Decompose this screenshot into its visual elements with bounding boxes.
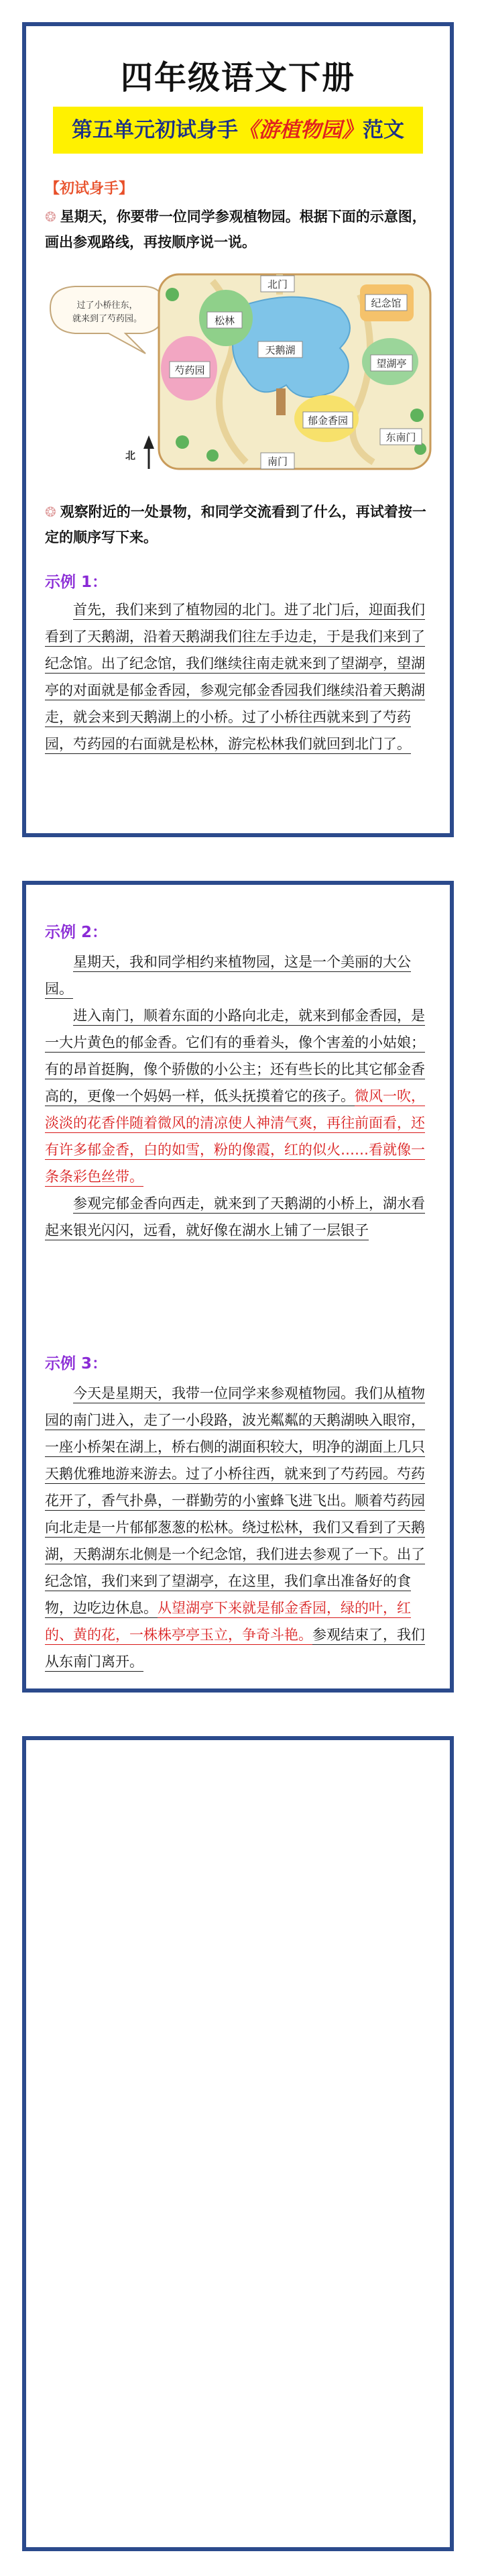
north-arrow-icon — [125, 435, 154, 469]
example-2-label: 示例 2： — [45, 924, 108, 941]
subtitle-prefix: 第五单元初试身手 — [72, 118, 238, 142]
label-north-gate: 北门 — [267, 278, 288, 290]
example-2-highlight: 微风一吹，淡淡的花香伴随着微风的清凉使人神清气爽，再往前面看，还有许多郁金香，白的如雪，粉的像霞，红的似火……看就像一条条彩色丝带。 — [45, 1088, 425, 1187]
label-pine-forest: 松林 — [214, 315, 235, 327]
example-3-highlight: 从望湖亭下来就是郁金香园，绿的叶，红的、黄的花，一株株亭亭玉立，争奇斗艳。 — [45, 1600, 411, 1645]
example-1-label: 示例 1： — [45, 574, 108, 591]
subtitle-suffix: 范文 — [363, 118, 404, 142]
label-pavilion: 望湖亭 — [376, 358, 407, 370]
flower-bullet-icon: ❂ — [45, 209, 56, 225]
example-2-paragraph-3: 参观完郁金香向西走，就来到了天鹅湖的小桥上，湖水看起来银光闪闪，远看，就好像在湖水上铺了一层银子 — [45, 1195, 425, 1240]
page-title: 四年级语文下册 — [120, 59, 355, 97]
label-peony-garden: 芍药园 — [174, 364, 205, 376]
park-map — [45, 268, 438, 482]
task-2 — [45, 499, 431, 550]
example-1-text — [45, 596, 431, 757]
speech-line-2: 就来到了芍药园。 — [72, 314, 143, 324]
speech-bubble — [50, 286, 164, 354]
section-tag: 【初试身手】 — [45, 180, 134, 197]
example-1-paragraph: 首先，我们来到了植物园的北门。进了北门后，迎面我们看到了天鹅湖，沿着天鹅湖我们往左手边走，于是我们来到了纪念馆。出了纪念馆，我们继续往南走就来到了望湖亭，望湖亭的对面就是郁金香园，参观完郁金香园我们继续沿着天鹅湖走，就会来到天鹅湖上的小桥。过了小桥往西就来到了芍药园，芍药园的右面就是松林，游完松林我们就回到北门了。 — [45, 602, 425, 754]
speech-line-1: 过了小桥往东， — [76, 301, 138, 311]
label-south-gate: 南门 — [267, 455, 288, 468]
page-panel-1 — [22, 22, 454, 837]
task-1 — [45, 204, 431, 255]
example-2-paragraph-1: 星期天，我和同学相约来植物园，这是一个美丽的大公园。 — [45, 954, 411, 999]
task-2-text: 观察附近的一处景物，和同学交流看到了什么，再试着按一定的顺序写下来。 — [45, 504, 426, 545]
label-east-gate: 东南门 — [385, 431, 416, 443]
example-3-paragraph: 今天是星期天，我带一位同学来参观植物园。我们从植物园的南门进入，走了一小段路，波光粼粼的天鹅湖映入眼帘，一座小桥架在湖上，桥右侧的湖面积较大，明净的湖面上几只天鹅优雅地游来游去。过了小桥往西，就来到了芍药园。芍药花开了，香气扑鼻，一群勤劳的小蜜蜂飞进飞出。顺着芍药园向北走是一片郁郁葱葱的松林。绕过松林，我们又看到了天鹅湖，天鹅湖东北侧是一个纪念馆，我们进去参观了一下。出了纪念馆，我们来到了望湖亭，在这里，我们拿出准备好的食物，边吃边休息。 — [45, 1385, 425, 1618]
example-3-label: 示例 3： — [45, 1355, 108, 1373]
north-marker-label: 北 — [125, 449, 136, 462]
flower-bullet-icon: ❂ — [45, 504, 56, 520]
example-2-text — [45, 949, 431, 1244]
task-1-text: 星期天，你要带一位同学参观植物园。根据下面的示意图，画出参观路线，再按顺序说一说。 — [45, 209, 426, 250]
bridge-shape — [276, 388, 286, 415]
page-panel-3-blank — [22, 1736, 454, 2551]
label-tulip-garden: 郁金香园 — [307, 415, 349, 427]
label-memorial: 纪念馆 — [371, 297, 402, 309]
page-panel-2 — [22, 881, 454, 1693]
example-3-ending: 参观结束了，我们从东南门离开。 — [45, 1627, 425, 1672]
subtitle-highlight: 《游植物园》 — [238, 118, 363, 142]
subtitle-band — [53, 107, 423, 154]
label-swan-lake: 天鹅湖 — [265, 344, 296, 356]
example-3-text — [45, 1380, 431, 1675]
example-2-paragraph-2: 进入南门，顺着东面的小路向北走，就来到郁金香园，是一大片黄色的郁金香。它们有的垂着头，像个害羞的小姑娘；有的昂首挺胸，像个骄傲的小公主；还有些长的比其它郁金香高的，更像一个妈妈一样，低头抚摸着它的孩子。 — [45, 1008, 425, 1106]
